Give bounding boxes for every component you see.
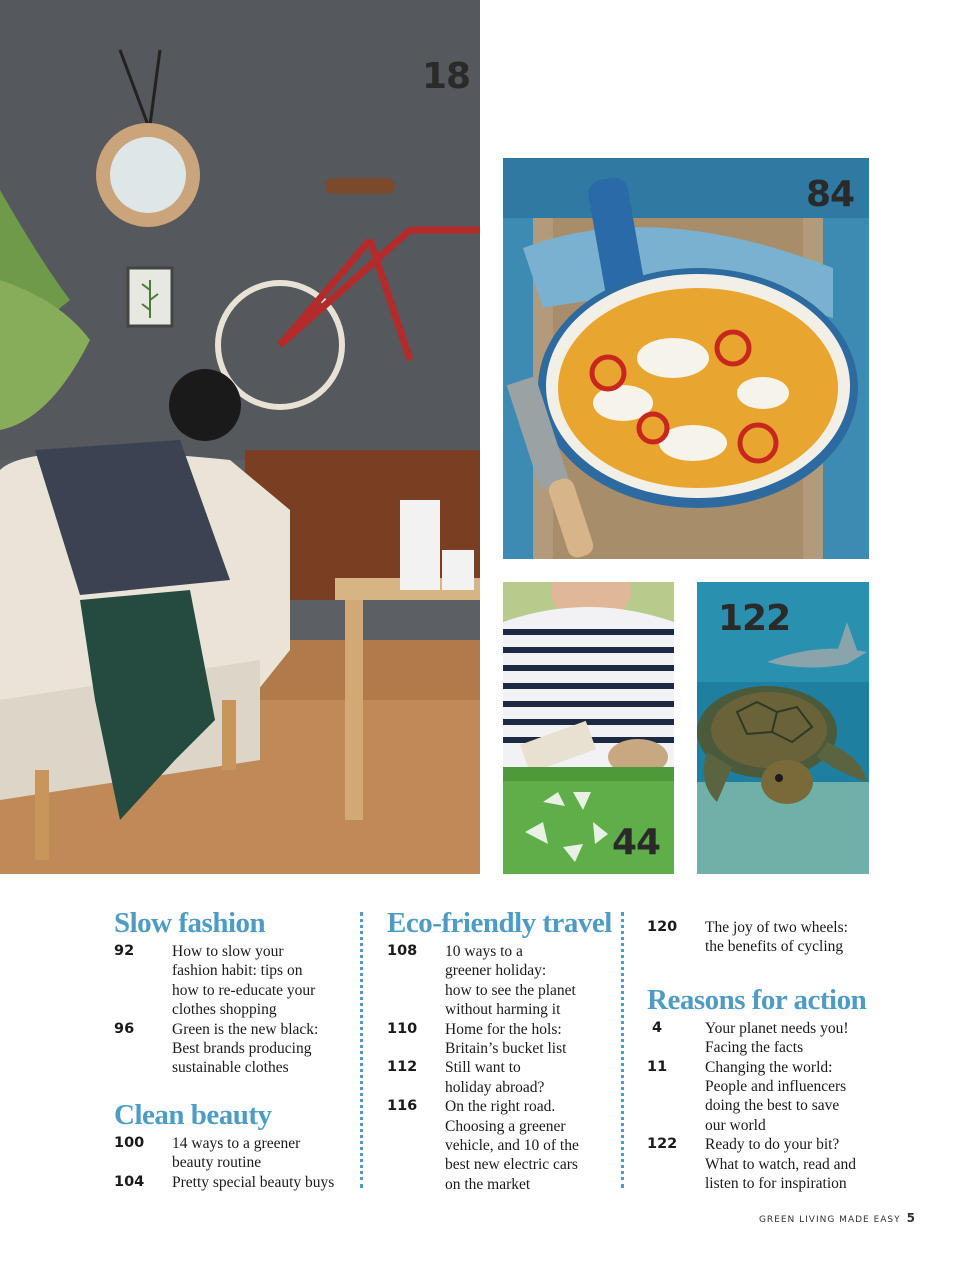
toc-entry[interactable] [387,942,612,1020]
toc-entry[interactable] [647,1019,887,1058]
entry-page-number: 104 [114,1173,145,1190]
toc-entry[interactable] [647,1058,887,1136]
entry-text: Green is the new black: Best brands producing sustainable clothes [172,1020,319,1077]
toc-entry[interactable] [114,1020,354,1078]
toc-column-1 [114,906,354,1192]
section-title-eco-friendly-travel: Eco-friendly travel [387,907,612,939]
living-room-photo [0,0,480,874]
toc-column-2 [387,906,612,1194]
frittata-photo [503,158,869,559]
page-footer [759,1211,916,1225]
entry-text: Changing the world: People and influencers doing the best to save our world [705,1058,847,1134]
page-number-84: 84 [806,174,855,215]
entry-text: Ready to do your bit? What to watch, read and listen to for inspiration [705,1136,857,1193]
column-divider [360,912,363,1188]
entry-text: Pretty special beauty buys [172,1173,335,1191]
toc-entry[interactable] [114,1134,354,1173]
page-number-44: 44 [612,822,661,863]
entry-page-number: 92 [114,943,135,959]
entry-text: 14 ways to a greener beauty routine [172,1134,301,1172]
entry-text: On the right road. Choosing a greener vehicle, and 10 of the best new electric cars on the market [445,1098,579,1193]
entry-page-number: 100 [114,1134,145,1151]
magazine-name: GREEN LIVING MADE EASY [758,1215,901,1225]
section-title-clean-beauty: Clean beauty [114,1098,272,1131]
entry-page-number: 110 [387,1020,418,1037]
toc-entry[interactable] [387,1058,612,1097]
entry-text: Home for the hols: Britain’s bucket list [445,1020,567,1058]
column-divider [621,912,624,1188]
toc-entry[interactable] [387,1020,612,1059]
entry-page-number: 120 [647,919,678,935]
entry-text: How to slow your fashion habit: tips on how to re-educate your clothes shopping [172,943,316,1019]
section-title-reasons-for-action: Reasons for action [647,983,867,1016]
entry-text: The joy of two wheels: the benefits of cycling [705,919,848,956]
entry-page-number: 108 [387,943,418,959]
entry-text: Your planet needs you! Facing the facts [705,1019,849,1057]
section-title-slow-fashion: Slow fashion [114,907,266,939]
toc-entry[interactable] [647,918,887,957]
entry-text: 10 ways to a greener holiday: how to see the planet without harming it [445,943,576,1019]
toc-entry[interactable] [114,942,354,1020]
toc-entry[interactable] [647,1135,887,1193]
entry-page-number: 11 [647,1058,668,1075]
toc-entry[interactable] [114,1173,354,1192]
folio-page-number: 5 [906,1211,916,1225]
entry-page-number: 96 [114,1020,135,1037]
entry-page-number: 116 [387,1098,418,1115]
page-number-18: 18 [422,56,471,97]
entry-page-number: 112 [387,1059,418,1076]
entry-page-number: 122 [647,1136,678,1153]
toc-entry[interactable] [387,1097,612,1194]
toc-column-3 [647,918,887,1193]
entry-text: Still want to holiday abroad? [445,1059,545,1096]
entry-page-number: 4 [652,1019,663,1036]
page-number-122: 122 [718,598,791,639]
